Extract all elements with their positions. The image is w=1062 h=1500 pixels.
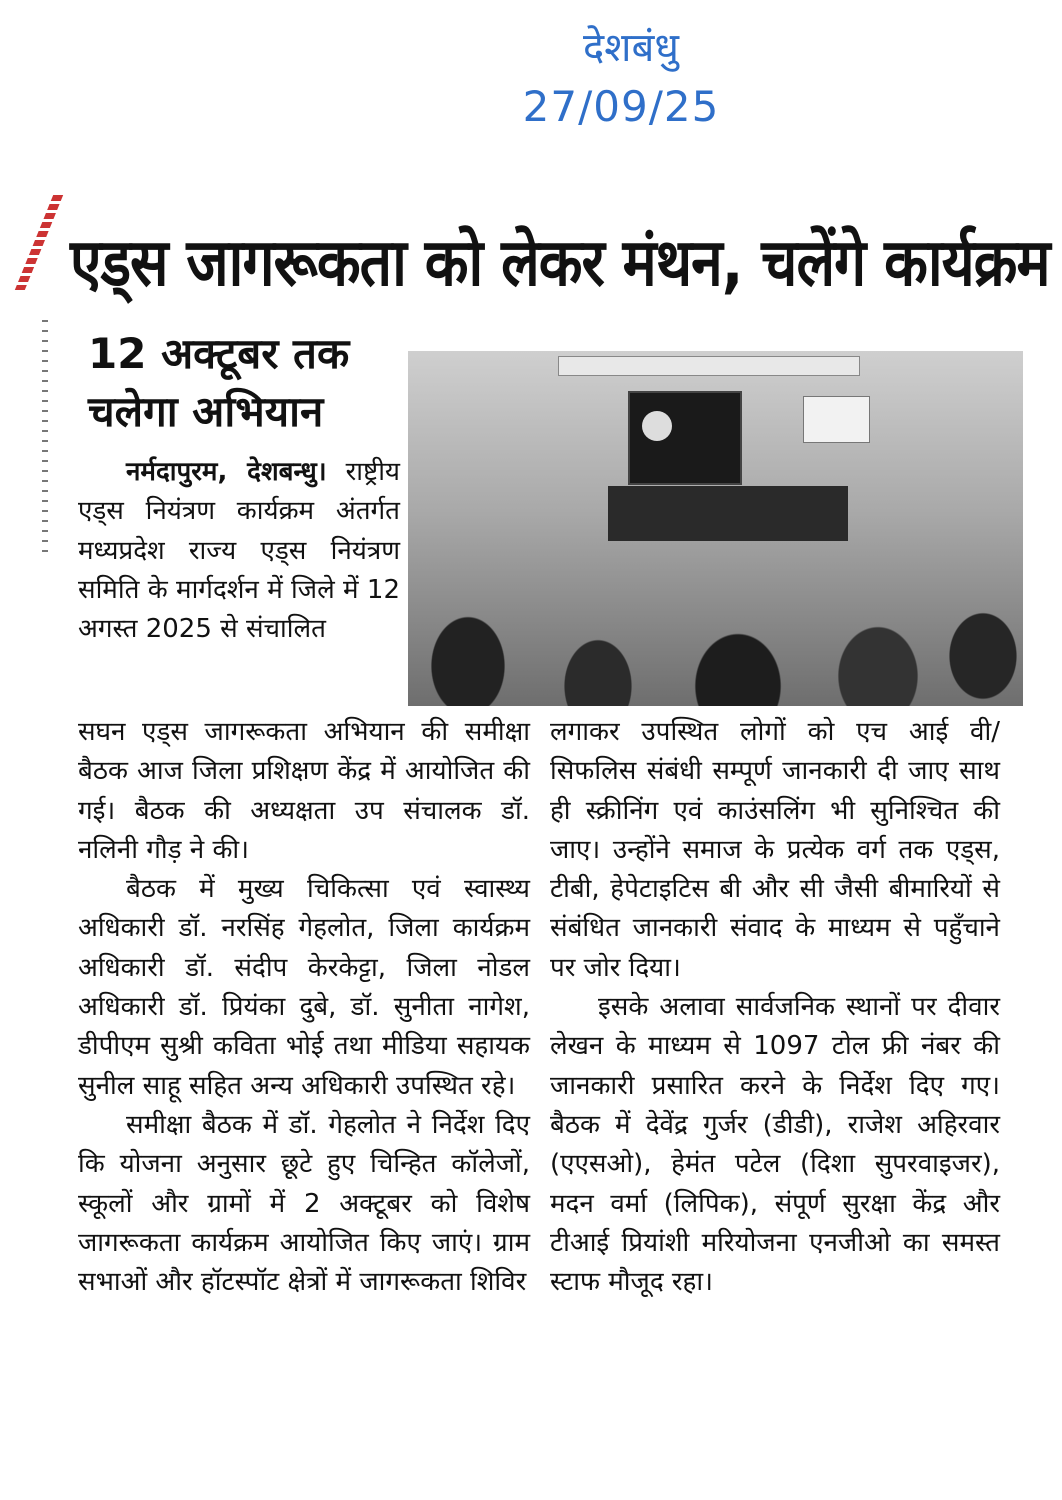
publication-name: देशबंधु [583,25,679,71]
paragraph-4: इसके अलावा सार्वजनिक स्थानों पर दीवार लेखन के माध्यम से 1097 टोल फ्री नंबर की जानकारी प्रसारित करने के निर्देश दिए गए। बैठक में देवेंद्र गुर्जर (डीडी), राजेश अहिरवार (एएसओ), हेमंत पटेल (दिशा सुपरवाइजर), मदन वर्मा (लिपिक), संपूर्ण सुरक्षा केंद्र और टीआई प्रियांशी मरियोजना एनजीओ का समस्त स्टाफ मौजूद रहा। [550,992,1000,1298]
paragraph-3: समीक्षा बैठक में डॉ. गेहलोत ने निर्देश दिए कि योजना अनुसार छूटे हुए चिन्हित कॉलेजों, स्कूलों और ग्रामों में 2 अक्टूबर को विशेष जागरूकता कार्यक्रम आयोजित किए जाएं। ग्राम सभाओं और हॉटस्पॉट क्षेत्रों में जागरूकता शिविर [78,1109,530,1298]
paragraph-1-intro: राष्ट्रीय एड्स नियंत्रण कार्यक्रम अंतर्गत मध्यप्रदेश राज्य एड्स नियंत्रण समिति के मार्गदर्शन में जिले में 12 अगस्त 2025 से संचालित [78,457,401,645]
dateline: नर्मदापुरम, देशबन्धु। [126,457,327,487]
photo-banner [558,356,860,376]
photo-projector-screen [628,391,742,485]
subheadline: 12 अक्टूबर तक चलेगा अभियान [88,329,350,436]
photo-audience [408,536,1023,706]
publication-date: 27/09/25 [522,82,720,131]
column-2 [550,713,1000,1302]
photo-notice-board [803,396,870,443]
headline: एड्स जागरूकता को लेकर मंथन, चलेंगे कार्यक्रम [70,225,1050,302]
paragraph-3-continued: लगाकर उपस्थित लोगों को एच आई वी/सिफलिस संबंधी सम्पूर्ण जानकारी दी जाए साथ ही स्क्रीनिंग एवं काउंसलिंग भी सुनिश्चित की जाए। उन्होंने समाज के प्रत्येक वर्ग तक एड्स, टीबी, हेपेटाइटिस बी और सी जैसी बीमारियों से संबंधित जानकारी संवाद के माध्यम से पहुँचाने पर जोर दिया। [550,717,1000,983]
column-1-bottom [78,713,530,1302]
news-clipping [30,185,1050,1440]
headline-accent-mark [15,195,63,290]
meeting-photo [408,351,1023,706]
paragraph-1-continued: सघन एड्स जागरूकता अभियान की समीक्षा बैठक आज जिला प्रशिक्षण केंद्र में आयोजित की गई। बैठक की अध्यक्षता उप संचालक डॉ. नलिनी गौड़ ने की। [78,717,530,865]
dotted-divider [42,320,48,560]
column-1-top [78,453,400,649]
photo-head-table [608,486,848,541]
paragraph-2: बैठक में मुख्य चिकित्सा एवं स्वास्थ्य अधिकारी डॉ. नरसिंह गेहलोत, जिला कार्यक्रम अधिकारी डॉ. संदीप केरकेट्टा, जिला नोडल अधिकारी डॉ. प्रियंका दुबे, डॉ. सुनीता नागेश, डीपीएम सुश्री कविता भोई तथा मीडिया सहायक सुनील साहू सहित अन्य अधिकारी उपस्थित रहे। [78,874,530,1101]
